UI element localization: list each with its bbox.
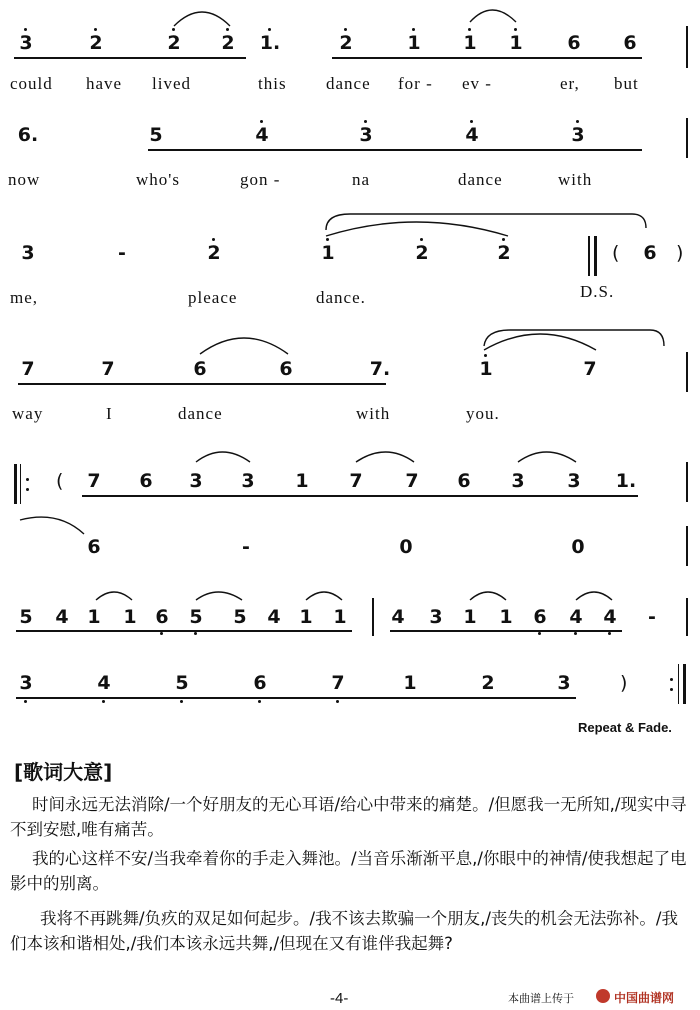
slur	[576, 592, 612, 600]
slur	[326, 222, 508, 236]
lyric: na	[352, 170, 371, 189]
lyric: have	[86, 74, 123, 93]
note: 1	[333, 606, 347, 628]
note: 3	[511, 470, 525, 492]
note: 7	[331, 672, 345, 694]
lyric: for -	[398, 74, 433, 93]
note: 1	[321, 242, 335, 264]
meaning-heading: [歌词大意]	[14, 760, 113, 784]
note: 4	[391, 606, 405, 628]
note: 3	[189, 470, 203, 492]
note: 3	[19, 672, 33, 694]
note: 1	[463, 606, 477, 628]
note: -	[648, 606, 656, 628]
page-number: -4-	[330, 990, 349, 1007]
paren-open: (	[612, 242, 620, 264]
note: 0	[399, 536, 413, 558]
note: 3	[571, 124, 585, 146]
note: 4	[267, 606, 281, 628]
slur	[200, 338, 288, 354]
slur	[196, 452, 250, 462]
site-name[interactable]: 中国曲谱网	[614, 991, 675, 1005]
note: 7	[87, 470, 101, 492]
note: 6	[567, 32, 581, 54]
note: 1	[463, 32, 477, 54]
lyric: now	[8, 170, 41, 189]
note: 6	[87, 536, 101, 558]
note: -	[118, 242, 126, 264]
note: 3	[429, 606, 443, 628]
note: 6	[457, 470, 471, 492]
note: 5	[175, 672, 189, 694]
note: 5	[19, 606, 33, 628]
note: 1.	[615, 470, 637, 492]
meaning-paragraph: 我的心这样不安/当我牵着你的手走入舞池。/当音乐渐渐平息,/你眼中的神情/使我想起了电影中的别离。	[10, 849, 687, 893]
note: 7	[21, 358, 35, 380]
note: 2	[481, 672, 495, 694]
note: 1	[87, 606, 101, 628]
note: 7	[101, 358, 115, 380]
slur	[96, 592, 132, 600]
lyric: with	[356, 404, 391, 423]
note: 3	[241, 470, 255, 492]
lyric: with	[558, 170, 593, 189]
paren-open: (	[56, 470, 64, 492]
note: 4	[55, 606, 69, 628]
note: 1	[403, 672, 417, 694]
lyric: dance	[178, 404, 223, 423]
note: 3	[567, 470, 581, 492]
note: 6	[193, 358, 207, 380]
slur	[306, 592, 342, 600]
lyric: me,	[10, 288, 39, 307]
lyric: who's	[136, 170, 180, 189]
note: 7	[583, 358, 597, 380]
note: 7	[405, 470, 419, 492]
slur	[326, 214, 646, 230]
meaning-paragraph: 我将不再跳舞/负疚的双足如何起步。/我不该去欺骗一个朋友,/丧失的机会无法弥补。/我们本该和谐相处,/我们本该永远共舞,/但现在又有谁伴我起舞?	[10, 909, 678, 953]
note: 2	[167, 32, 181, 54]
note: -	[242, 536, 250, 558]
lyric: you.	[466, 404, 500, 423]
lyric: gon -	[240, 170, 281, 189]
upload-text: 本曲谱上传于	[508, 993, 574, 1005]
slur	[356, 452, 414, 462]
ds-marking: D.S.	[580, 282, 615, 301]
note: 3	[21, 242, 35, 264]
slur	[470, 592, 506, 600]
note: 5	[233, 606, 247, 628]
note: 1	[123, 606, 137, 628]
lyric: I	[106, 404, 113, 423]
lyric: er,	[560, 74, 580, 93]
note: 3	[359, 124, 373, 146]
note: 2	[89, 32, 103, 54]
note: 7	[349, 470, 363, 492]
note: 3	[19, 32, 33, 54]
slur	[174, 12, 230, 26]
slur	[484, 334, 596, 350]
note: 1	[407, 32, 421, 54]
note: 6	[533, 606, 547, 628]
note: 0	[571, 536, 585, 558]
note: 6	[279, 358, 293, 380]
note: 4	[97, 672, 111, 694]
note: 2	[207, 242, 221, 264]
note: 6.	[17, 124, 39, 146]
lyric: pleace	[188, 288, 238, 307]
note: 1	[509, 32, 523, 54]
note: 1	[479, 358, 493, 380]
paren-close: )	[620, 672, 628, 694]
lyric: but	[614, 74, 639, 93]
note: 4	[603, 606, 617, 628]
repeat-fade-marking: Repeat & Fade.	[578, 720, 672, 735]
note: 6	[155, 606, 169, 628]
note: 6	[623, 32, 637, 54]
lyric: lived	[152, 74, 191, 93]
note: 4	[255, 124, 269, 146]
note: 4	[569, 606, 583, 628]
lyric: way	[12, 404, 44, 423]
slur	[20, 517, 84, 534]
note: 1	[499, 606, 513, 628]
note: 3	[557, 672, 571, 694]
slur	[196, 592, 242, 600]
note: 6	[643, 242, 657, 264]
lyric: dance	[458, 170, 503, 189]
note: 2	[221, 32, 235, 54]
lyric: ev -	[462, 74, 492, 93]
lyric: dance	[326, 74, 371, 93]
note: 4	[465, 124, 479, 146]
slur	[470, 10, 516, 22]
lyric: this	[258, 74, 287, 93]
lyric: dance.	[316, 288, 366, 307]
note: 5	[149, 124, 163, 146]
note: 2	[339, 32, 353, 54]
note: 1	[295, 470, 309, 492]
paren-close: )	[676, 242, 684, 264]
note: 2	[415, 242, 429, 264]
note: 1.	[259, 32, 281, 54]
note: 6	[139, 470, 153, 492]
slur	[518, 452, 576, 462]
note: 1	[299, 606, 313, 628]
note: 5	[189, 606, 203, 628]
site-logo-icon	[596, 989, 610, 1003]
note: 7.	[369, 358, 391, 380]
lyric: could	[10, 74, 53, 93]
note: 6	[253, 672, 267, 694]
note: 2	[497, 242, 511, 264]
meaning-paragraph: 时间永远无法消除/一个好朋友的无心耳语/给心中带来的痛楚。/但愿我一无所知,/现实中寻不到安慰,唯有痛苦。	[10, 795, 687, 839]
